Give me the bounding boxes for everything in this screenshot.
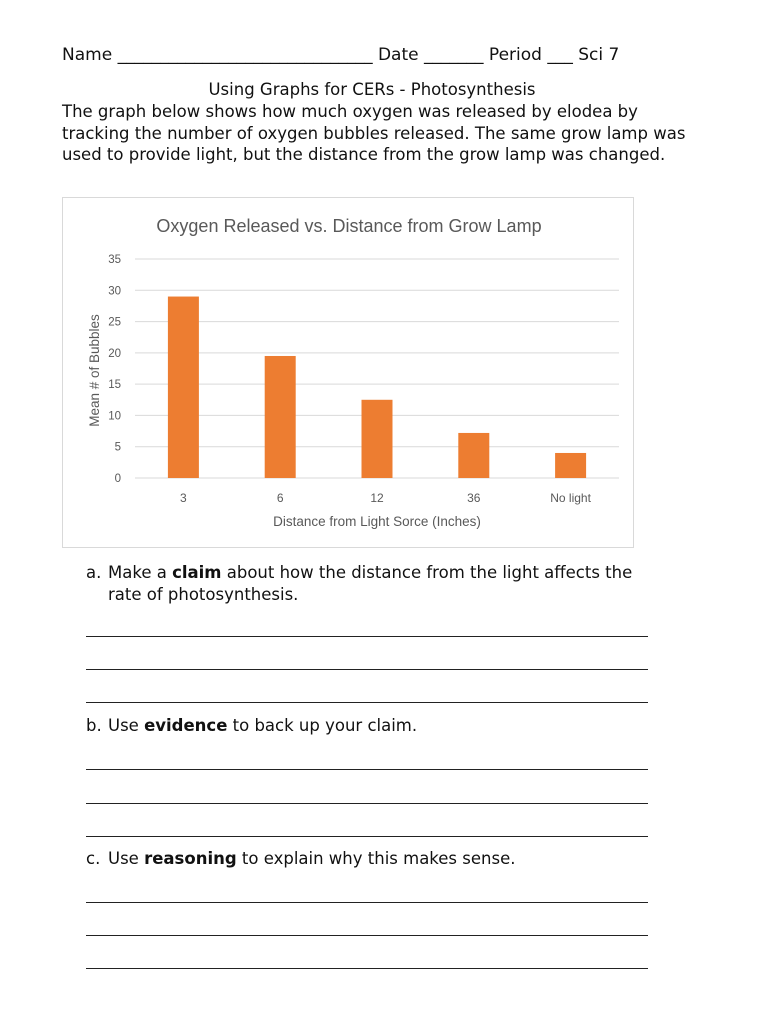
date-blank[interactable]: _______ [424,45,484,65]
question-b-label: b. [86,716,102,735]
answer-line-a3[interactable] [86,702,648,703]
question-c-pre: Use [108,849,145,868]
x-tick-label: No light [550,491,591,505]
answer-line-c2[interactable] [86,935,648,936]
date-label: Date [377,45,419,65]
y-tick-label: 30 [108,285,121,298]
question-c-post: to explain why this makes sense. [236,849,516,868]
question-b-post: to back up your claim. [227,716,418,735]
question-a-pre: Make a [108,563,173,582]
bar [265,356,296,478]
answer-line-b1[interactable] [86,769,648,770]
period-blank[interactable]: ___ [547,45,573,65]
bar [362,400,393,478]
answer-line-a2[interactable] [86,669,648,670]
y-tick-label: 0 [114,473,121,485]
question-b [86,715,686,737]
bar [555,453,586,478]
answer-line-b2[interactable] [86,803,648,804]
name-label: Name [62,45,113,65]
name-blank[interactable]: ______________________________ [117,45,373,65]
y-tick-label: 15 [108,379,121,392]
question-b-keyword: evidence [144,716,228,735]
question-a-keyword: claim [172,563,222,582]
answer-line-b3[interactable] [86,836,648,837]
x-tick-label: 6 [276,491,284,505]
question-a-label: a. [86,563,102,582]
y-tick-label: 20 [108,347,121,360]
answer-line-a1[interactable] [86,636,648,637]
period-label: Period [488,45,542,65]
bar-chart [62,197,634,548]
y-axis-label: Mean # of Bubbles [87,314,102,427]
y-tick-label: 25 [108,316,121,329]
question-c-label: c. [86,849,101,868]
question-a [86,562,686,605]
bar [458,433,489,478]
chart-title: Oxygen Released vs. Distance from Grow Lamp [156,216,542,236]
answer-line-c1[interactable] [86,902,648,903]
x-tick-label: 3 [180,491,187,505]
y-tick-label: 35 [108,254,121,266]
answer-line-c3[interactable] [86,968,648,969]
x-axis-label: Distance from Light Sorce (Inches) [273,514,481,529]
class-label: Sci 7 [578,45,620,65]
y-tick-label: 5 [114,441,121,454]
question-a-post: about how the distance from the light affects the [221,563,633,582]
x-tick-label: 36 [467,491,481,505]
intro-paragraph: The graph below shows how much oxygen was released by elodea by tracking the number of oxygen bubbles released. The same grow lamp was used to provide light, but the distance from the grow lamp was changed. [62,102,686,164]
question-c [86,848,686,870]
student-info-line [62,45,619,65]
chart-canvas [63,198,635,549]
y-tick-label: 10 [108,410,121,423]
question-b-pre: Use [108,716,145,735]
x-tick-label: 12 [370,491,384,505]
question-a-continuation: rate of photosynthesis. [108,584,299,604]
bar [168,297,199,478]
worksheet-title: Using Graphs for CERs - Photosynthesis [208,80,536,99]
question-c-keyword: reasoning [144,849,237,868]
